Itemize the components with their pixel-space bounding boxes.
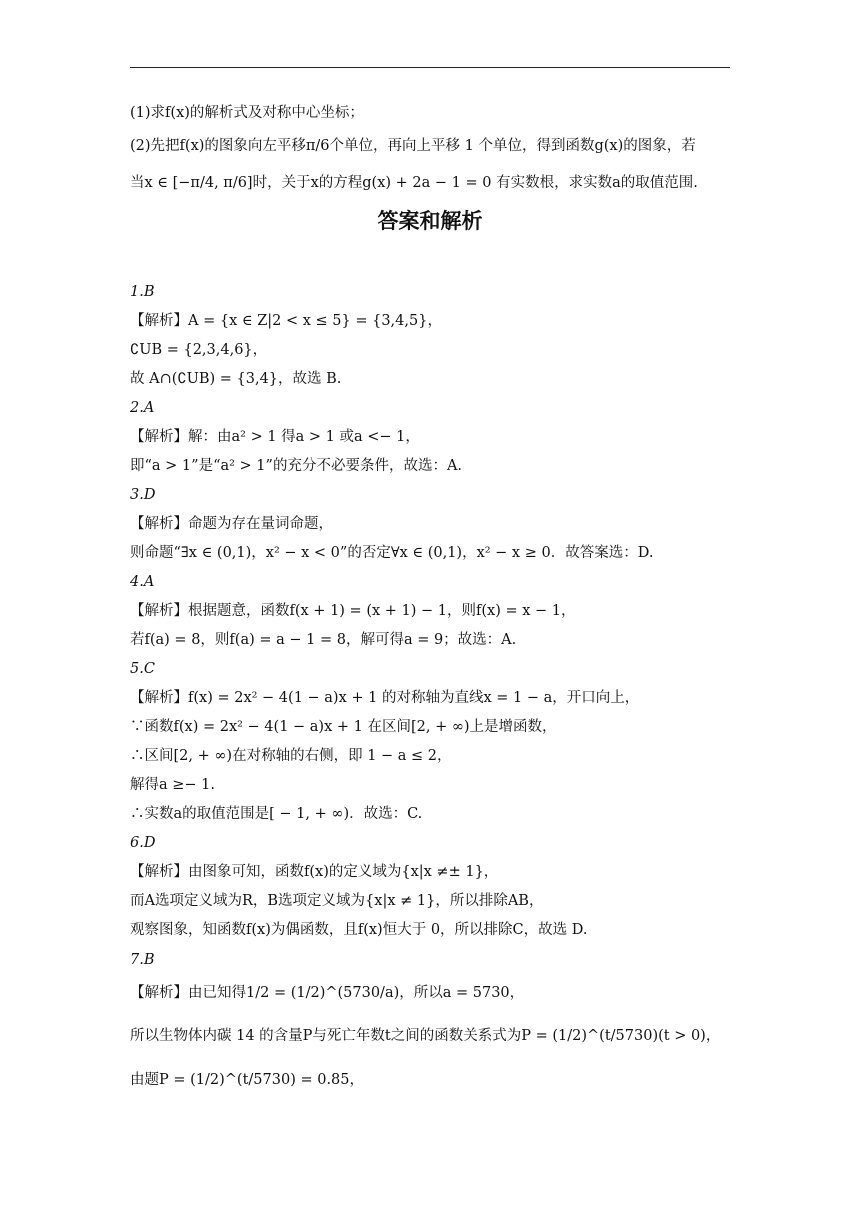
answer-explanation-line: 【解析】由已知得1/2 = (1/2)^(5730/a)，所以a = 5730， [130,985,525,1001]
answer-explanation-line: 【解析】由图象可知，函数f(x)的定义域为{x|x ≠± 1}， [130,864,499,880]
question-part-2-line-2: 当x ∈ [−π/4, π/6]时，关于x的方程g(x) + 2a − 1 = 0 有实数根，求实数a的取值范围. [130,175,698,191]
answer-explanation-line: 由题P = (1/2)^(t/5730) = 0.85， [130,1072,365,1088]
answer-explanation-line: 解得a ≥− 1. [130,777,215,793]
answer-number: 1.B [130,284,155,300]
header-rule [130,67,730,68]
answer-explanation-line: 【解析】A = {x ∈ Z|2 < x ≤ 5} = {3,4,5}， [130,313,442,329]
answer-number: 6.D [130,835,156,851]
section-title: 答案和解析 [377,209,483,233]
answer-explanation-line: 【解析】解：由a² > 1 得a > 1 或a <− 1， [130,429,420,445]
answer-explanation-line: ∁UB = {2,3,4,6}， [130,342,268,358]
answer-explanation-line: 而A选项定义域为R，B选项定义域为{x|x ≠ 1}，所以排除AB， [130,893,544,909]
answer-explanation-line: 则命题“∃x ∈ (0,1)，x² − x < 0”的否定∀x ∈ (0,1)，x² − x ≥ 0．故答案选：D. [130,545,654,561]
answer-explanation-line: 故 A∩(∁UB) = {3,4}，故选 B. [130,371,342,387]
answer-explanation-line: 【解析】f(x) = 2x² − 4(1 − a)x + 1 的对称轴为直线x = 1 − a，开口向上， [130,690,640,706]
question-part-1: (1)求f(x)的解析式及对称中心坐标； [130,105,364,121]
answer-explanation-line: ∴实数a的取值范围是[ − 1, + ∞)．故选：C. [130,806,423,822]
answer-explanation-line: 所以生物体内碳 14 的含量P与死亡年数t之间的函数关系式为P = (1/2)^(t/5730)(t > 0)， [130,1028,721,1044]
answer-explanation-line: ∴区间[2, + ∞)在对称轴的右侧，即 1 − a ≤ 2， [130,748,452,764]
answer-number: 7.B [130,952,155,968]
answer-explanation-line: 【解析】根据题意，函数f(x + 1) = (x + 1) − 1，则f(x) = x − 1， [130,603,576,619]
answer-explanation-line: 若f(a) = 8，则f(a) = a − 1 = 8，解可得a = 9；故选：A. [130,632,517,648]
answer-number: 3.D [130,487,156,503]
answer-explanation-line: ∵函数f(x) = 2x² − 4(1 − a)x + 1 在区间[2, + ∞)上是增函数， [130,719,557,735]
answer-number: 4.A [130,574,155,590]
answer-number: 5.C [130,661,155,677]
question-part-2-line-1: (2)先把f(x)的图象向左平移π/6个单位，再向上平移 1 个单位，得到函数g(x)的图象，若 [130,138,696,154]
answer-explanation-line: 【解析】命题为存在量词命题， [130,516,333,532]
answer-explanation-line: 观察图象，知函数f(x)为偶函数，且f(x)恒大于 0，所以排除C，故选 D. [130,922,588,938]
answer-explanation-line: 即“a > 1”是“a² > 1”的充分不必要条件，故选：A. [130,458,463,474]
answer-number: 2.A [130,400,155,416]
